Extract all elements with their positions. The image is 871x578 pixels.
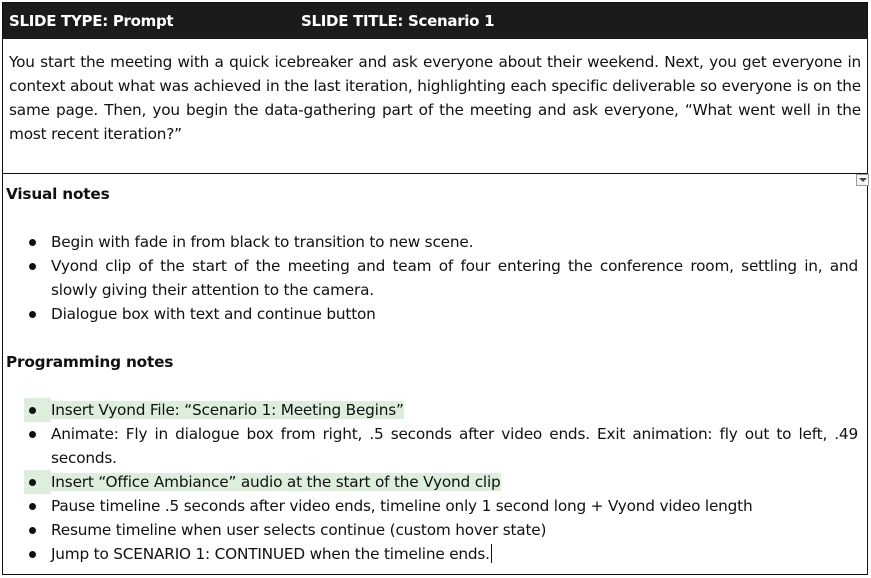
list-item: Begin with fade in from black to transition to new scene. xyxy=(6,230,858,254)
text-cursor xyxy=(491,544,492,563)
visual-notes-list xyxy=(6,230,858,326)
list-item-highlighted: Insert “Office Ambiance” audio at the start of the Vyond clip xyxy=(6,470,858,494)
list-item: Vyond clip of the start of the meeting and team of four entering the conference room, settling in, and slowly giving their attention to the camera. xyxy=(6,254,858,302)
list-item-highlighted: Insert Vyond File: “Scenario 1: Meeting Begins” xyxy=(6,398,858,422)
list-item: Pause timeline .5 seconds after video ends, timeline only 1 second long + Vyond video length xyxy=(6,494,858,518)
slide-title-label: SLIDE TITLE: Scenario 1 xyxy=(301,12,495,30)
visual-notes-heading: Visual notes xyxy=(6,185,110,203)
programming-notes-list xyxy=(6,398,858,566)
list-item: Jump to SCENARIO 1: CONTINUED when the timeline ends. xyxy=(6,542,858,566)
notes-cell[interactable] xyxy=(6,182,858,566)
list-item: Dialogue box with text and continue button xyxy=(6,302,858,326)
slide-header xyxy=(3,3,867,39)
list-item: Animate: Fly in dialogue box from right, .5 seconds after video ends. Exit animation: fly out to left, .49 seconds. xyxy=(6,422,858,470)
prompt-cell[interactable] xyxy=(3,39,867,174)
list-item: Resume timeline when user selects continue (custom hover state) xyxy=(6,518,858,542)
prompt-text: You start the meeting with a quick icebreaker and ask everyone about their weekend. Next, you get everyone in context about what was achieved in the last iteration, highlighting each specific deliverable so everyone is on the same page. Then, you begin the data-gathering part of the meeting and ask everyone, “What went well in the most recent iteration?” xyxy=(9,53,861,143)
programming-notes-heading: Programming notes xyxy=(6,353,174,371)
slide-type-label: SLIDE TYPE: Prompt xyxy=(9,12,174,30)
